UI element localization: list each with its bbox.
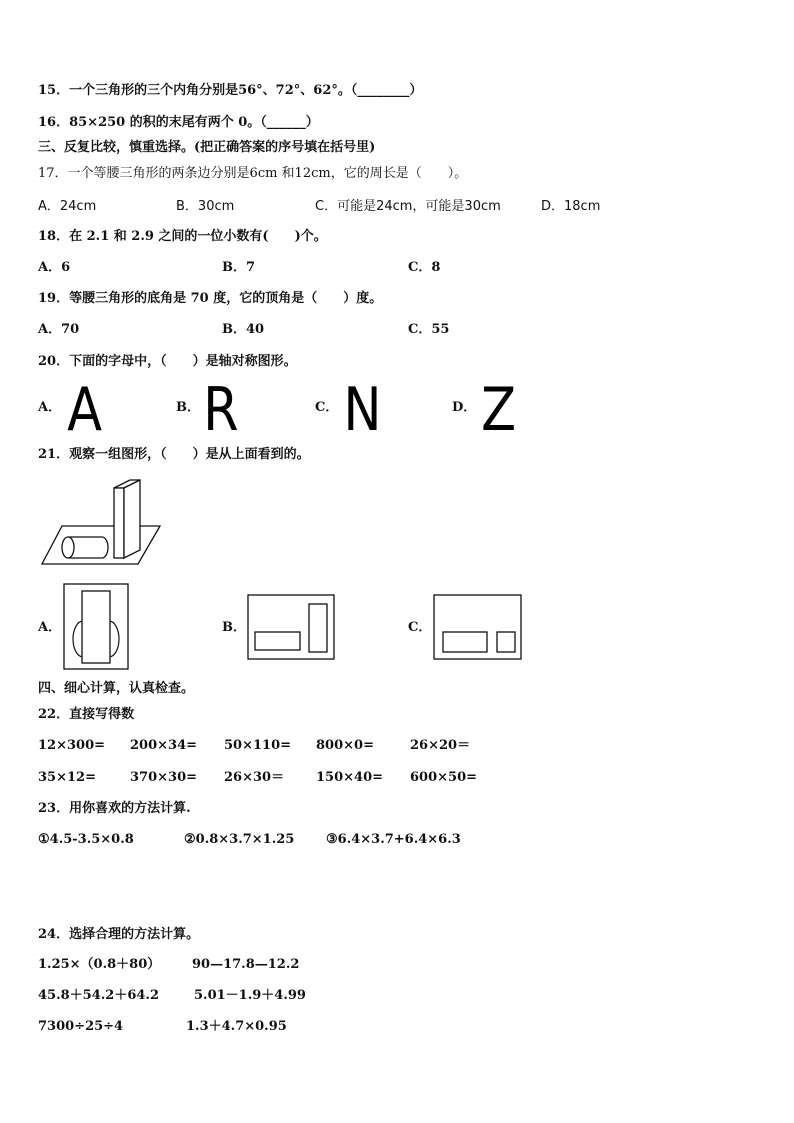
q20-option-d-label: D． bbox=[452, 400, 477, 415]
question-22-stem: 22．直接写得数 bbox=[38, 707, 135, 722]
question-21-stem: 21．观察一组图形，（ ）是从上面看到的。 bbox=[38, 447, 310, 462]
q18-option-b: B．7 bbox=[222, 260, 256, 275]
question-20-stem: 20．下面的字母中，（ ）是轴对称图形。 bbox=[38, 354, 297, 369]
q22-row2-item: 150×40= bbox=[316, 770, 384, 785]
q22-row1-item: 50×110= bbox=[224, 738, 292, 753]
q24-expression: 7300÷25÷4 bbox=[38, 1019, 124, 1034]
q21-option-a-figure bbox=[63, 583, 129, 670]
q21-option-c-label: C． bbox=[408, 620, 432, 635]
q20-letter-n: N bbox=[343, 375, 382, 445]
question-23-stem: 23．用你喜欢的方法计算. bbox=[38, 801, 191, 816]
section-3-heading: 三、反复比较，慎重选择。(把正确答案的序号填在括号里) bbox=[38, 140, 376, 155]
q17-option-c: C．可能是24cm，可能是30cm bbox=[315, 199, 501, 214]
question-18-stem: 18．在 2.1 和 2.9 之间的一位小数有( )个。 bbox=[38, 229, 327, 244]
q22-row2-item: 600×50= bbox=[410, 770, 478, 785]
q18-option-c: C．8 bbox=[408, 260, 441, 275]
section-4-heading: 四、细心计算，认真检查。 bbox=[38, 681, 195, 696]
question-17-stem: 17．一个等腰三角形的两条边分别是6cm 和12cm，它的周长是（ ）。 bbox=[38, 166, 468, 181]
q22-row1-item: 12×300= bbox=[38, 738, 106, 753]
q21-option-b-figure bbox=[247, 594, 335, 660]
q17-option-b: B．30cm bbox=[176, 199, 235, 214]
q24-expression: 45.8＋54.2＋64.2 bbox=[38, 988, 159, 1003]
q22-row1-item: 26×20＝ bbox=[410, 738, 471, 753]
q24-expression: 1.25×（0.8＋80） bbox=[38, 957, 161, 972]
q21-option-c-figure bbox=[433, 594, 522, 660]
question-16: 16．85×250 的积的末尾有两个 0。（______） bbox=[38, 115, 319, 130]
q20-letter-z: Z bbox=[481, 375, 517, 445]
q20-letter-a: A bbox=[67, 375, 102, 445]
q22-row2-item: 370×30= bbox=[130, 770, 198, 785]
q22-row2-item: 26×30＝ bbox=[224, 770, 285, 785]
question-15: 15．一个三角形的三个内角分别是56°、72°、62°。（________） bbox=[38, 83, 423, 98]
q21-option-b-label: B． bbox=[222, 620, 246, 635]
q20-letter-r: R bbox=[203, 375, 239, 445]
q22-row1-item: 200×34= bbox=[130, 738, 198, 753]
q22-row1-item: 800×0= bbox=[316, 738, 374, 753]
q23-item-2: ②0.8×3.7×1.25 bbox=[184, 832, 295, 847]
q21-option-a-label: A． bbox=[38, 620, 62, 635]
q19-option-a: A．70 bbox=[38, 322, 80, 337]
q24-expression: 90—17.8—12.2 bbox=[192, 957, 300, 972]
q17-option-a: A．24cm bbox=[38, 199, 97, 214]
q19-option-b: B．40 bbox=[222, 322, 265, 337]
q18-option-a: A．6 bbox=[38, 260, 71, 275]
question-19-stem: 19．等腰三角形的底角是 70 度，它的顶角是（ ）度。 bbox=[38, 291, 383, 306]
question-24-stem: 24．选择合理的方法计算。 bbox=[38, 927, 200, 942]
q19-option-c: C．55 bbox=[408, 322, 450, 337]
q21-solid-figure bbox=[40, 476, 164, 568]
q24-expression: 1.3＋4.7×0.95 bbox=[186, 1019, 287, 1034]
q24-expression: 5.01－1.9＋4.99 bbox=[194, 988, 306, 1003]
q20-option-b-label: B． bbox=[176, 400, 200, 415]
q23-item-1: ①4.5-3.5×0.8 bbox=[38, 832, 134, 847]
q17-option-d: D．18cm bbox=[541, 199, 601, 214]
q20-option-a-label: A． bbox=[38, 400, 62, 415]
q22-row2-item: 35×12= bbox=[38, 770, 96, 785]
q23-item-3: ③6.4×3.7+6.4×6.3 bbox=[326, 832, 461, 847]
q20-option-c-label: C． bbox=[315, 400, 339, 415]
